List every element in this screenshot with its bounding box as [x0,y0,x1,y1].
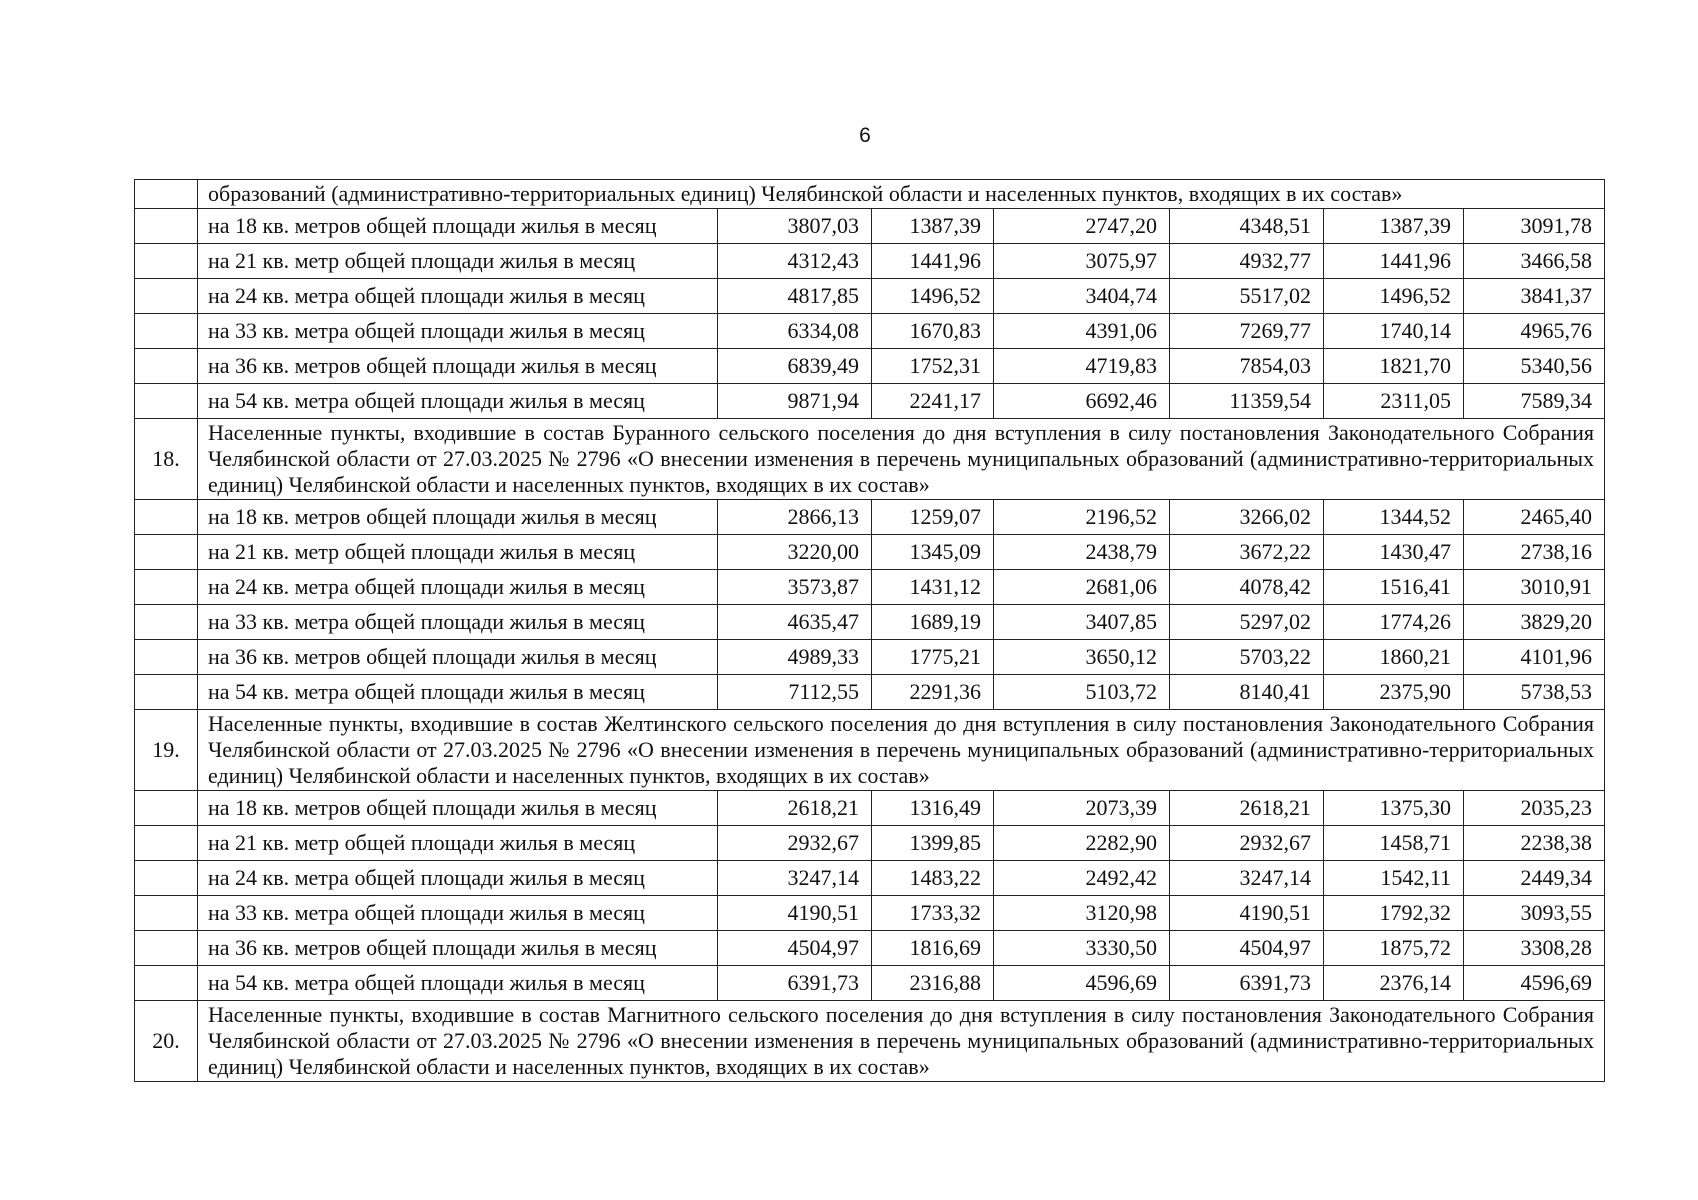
value-cell: 3573,87 [718,570,872,605]
value-cell: 1752,31 [872,349,994,384]
value-cell: 1516,41 [1324,570,1464,605]
value-cell: 1496,52 [872,279,994,314]
value-cell: 1875,72 [1324,931,1464,966]
value-cell: 4078,42 [1170,570,1324,605]
table-row [135,209,1605,244]
value-cell: 1821,70 [1324,349,1464,384]
value-cell: 4635,47 [718,605,872,640]
section-header-row [135,419,1605,500]
value-cell: 4101,96 [1464,640,1605,675]
value-cell: 6391,73 [718,966,872,1001]
value-cell: 3330,50 [994,931,1170,966]
value-cell: 4190,51 [1170,896,1324,931]
value-cell: 3075,97 [994,244,1170,279]
value-cell: 4719,83 [994,349,1170,384]
row-label: на 24 кв. метра общей площади жилья в месяц [198,570,718,605]
value-cell: 6692,46 [994,384,1170,419]
value-cell: 4965,76 [1464,314,1605,349]
value-cell: 2932,67 [1170,826,1324,861]
table-row [135,244,1605,279]
value-cell: 1740,14 [1324,314,1464,349]
value-cell: 1431,12 [872,570,994,605]
value-cell: 7112,55 [718,675,872,710]
value-cell: 5340,56 [1464,349,1605,384]
value-cell: 2238,38 [1464,826,1605,861]
value-cell: 4348,51 [1170,209,1324,244]
value-cell: 2465,40 [1464,500,1605,535]
value-cell: 3093,55 [1464,896,1605,931]
value-cell: 3120,98 [994,896,1170,931]
value-cell: 4504,97 [718,931,872,966]
value-cell: 5103,72 [994,675,1170,710]
value-cell: 3220,00 [718,535,872,570]
row-number-cell [135,500,198,535]
value-cell: 1733,32 [872,896,994,931]
table-row [135,896,1605,931]
section-title: Населенные пункты, входившие в состав Желтинского сельского поселения до дня вступления в силу постановления Законодательного Собрания Челябинской области от 27.03.2025 № 2796 «О внесении изменения в перечень муниципальных образований (административно-территориальных единиц) Челябинской области и населенных пунктов, входящих в их состав» [198,710,1605,791]
value-cell: 3247,14 [718,861,872,896]
value-cell: 1344,52 [1324,500,1464,535]
value-cell: 1387,39 [872,209,994,244]
table-row [135,384,1605,419]
table-row [135,675,1605,710]
value-cell: 2311,05 [1324,384,1464,419]
value-cell: 7854,03 [1170,349,1324,384]
row-number-cell [135,826,198,861]
section-header-row [135,1001,1605,1082]
value-cell: 11359,54 [1170,384,1324,419]
row-number-cell [135,384,198,419]
section-number [135,180,198,209]
row-label: на 33 кв. метра общей площади жилья в месяц [198,314,718,349]
value-cell: 1399,85 [872,826,994,861]
value-cell: 2316,88 [872,966,994,1001]
value-cell: 2375,90 [1324,675,1464,710]
section-title: Населенные пункты, входившие в состав Магнитного сельского поселения до дня вступления в силу постановления Законодательного Собрания Челябинской области от 27.03.2025 № 2796 «О внесении изменения в перечень муниципальных образований (административно-территориальных единиц) Челябинской области и населенных пунктов, входящих в их состав» [198,1001,1605,1082]
value-cell: 1387,39 [1324,209,1464,244]
value-cell: 2073,39 [994,791,1170,826]
value-cell: 6839,49 [718,349,872,384]
value-cell: 3308,28 [1464,931,1605,966]
row-label: на 18 кв. метров общей площади жилья в месяц [198,209,718,244]
table-row [135,500,1605,535]
table-row [135,535,1605,570]
value-cell: 2196,52 [994,500,1170,535]
value-cell: 1774,26 [1324,605,1464,640]
row-number-cell [135,640,198,675]
section-number: 20. [135,1001,198,1082]
value-cell: 4817,85 [718,279,872,314]
value-cell: 1689,19 [872,605,994,640]
section-number: 18. [135,419,198,500]
section-title: Населенные пункты, входившие в состав Буранного сельского поселения до дня вступления в силу постановления Законодательного Собрания Челябинской области от 27.03.2025 № 2796 «О внесении изменения в перечень муниципальных образований (административно-территориальных единиц) Челябинской области и населенных пунктов, входящих в их состав» [198,419,1605,500]
row-number-cell [135,791,198,826]
row-label: на 21 кв. метр общей площади жилья в месяц [198,826,718,861]
value-cell: 2618,21 [718,791,872,826]
value-cell: 3010,91 [1464,570,1605,605]
value-cell: 3650,12 [994,640,1170,675]
value-cell: 3091,78 [1464,209,1605,244]
value-cell: 4596,69 [994,966,1170,1001]
value-cell: 5517,02 [1170,279,1324,314]
value-cell: 5703,22 [1170,640,1324,675]
value-cell: 1441,96 [1324,244,1464,279]
row-number-cell [135,279,198,314]
value-cell: 2747,20 [994,209,1170,244]
table-row [135,931,1605,966]
table-row [135,570,1605,605]
value-cell: 3266,02 [1170,500,1324,535]
row-label: на 18 кв. метров общей площади жилья в месяц [198,500,718,535]
value-cell: 9871,94 [718,384,872,419]
value-cell: 1496,52 [1324,279,1464,314]
value-cell: 4989,33 [718,640,872,675]
row-label: на 21 кв. метр общей площади жилья в месяц [198,244,718,279]
row-label: на 36 кв. метров общей площади жилья в месяц [198,349,718,384]
value-cell: 2438,79 [994,535,1170,570]
row-number-cell [135,244,198,279]
row-label: на 24 кв. метра общей площади жилья в месяц [198,279,718,314]
value-cell: 6391,73 [1170,966,1324,1001]
table-row [135,605,1605,640]
value-cell: 2618,21 [1170,791,1324,826]
value-cell: 3407,85 [994,605,1170,640]
value-cell: 1259,07 [872,500,994,535]
row-number-cell [135,966,198,1001]
row-number-cell [135,896,198,931]
table-row [135,791,1605,826]
value-cell: 1430,47 [1324,535,1464,570]
row-label: на 36 кв. метров общей площади жилья в месяц [198,931,718,966]
value-cell: 7269,77 [1170,314,1324,349]
value-cell: 1316,49 [872,791,994,826]
table-row [135,826,1605,861]
value-cell: 1441,96 [872,244,994,279]
table-row [135,861,1605,896]
row-number-cell [135,861,198,896]
row-number-cell [135,570,198,605]
value-cell: 4504,97 [1170,931,1324,966]
value-cell: 1483,22 [872,861,994,896]
value-cell: 6334,08 [718,314,872,349]
table-row [135,279,1605,314]
row-number-cell [135,931,198,966]
value-cell: 3466,58 [1464,244,1605,279]
row-label: на 33 кв. метра общей площади жилья в месяц [198,896,718,931]
value-cell: 4391,06 [994,314,1170,349]
value-cell: 2282,90 [994,826,1170,861]
value-cell: 1860,21 [1324,640,1464,675]
section-title: образований (административно-территориальных единиц) Челябинской области и населенных пунктов, входящих в их состав» [198,180,1605,209]
value-cell: 4190,51 [718,896,872,931]
row-label: на 24 кв. метра общей площади жилья в месяц [198,861,718,896]
value-cell: 2738,16 [1464,535,1605,570]
row-label: на 54 кв. метра общей площади жилья в месяц [198,966,718,1001]
value-cell: 3672,22 [1170,535,1324,570]
value-cell: 2376,14 [1324,966,1464,1001]
value-cell: 2241,17 [872,384,994,419]
value-cell: 3807,03 [718,209,872,244]
value-cell: 1542,11 [1324,861,1464,896]
row-label: на 54 кв. метра общей площади жилья в месяц [198,675,718,710]
value-cell: 2681,06 [994,570,1170,605]
table-row [135,966,1605,1001]
page-number: 6 [859,124,871,147]
table-row [135,349,1605,384]
row-number-cell [135,605,198,640]
value-cell: 2492,42 [994,861,1170,896]
value-cell: 5738,53 [1464,675,1605,710]
value-cell: 3247,14 [1170,861,1324,896]
tariff-table [134,179,1605,1082]
value-cell: 4312,43 [718,244,872,279]
table-row [135,640,1605,675]
value-cell: 2291,36 [872,675,994,710]
value-cell: 4932,77 [1170,244,1324,279]
row-label: на 33 кв. метра общей площади жилья в месяц [198,605,718,640]
value-cell: 4596,69 [1464,966,1605,1001]
row-number-cell [135,314,198,349]
value-cell: 3841,37 [1464,279,1605,314]
value-cell: 3829,20 [1464,605,1605,640]
value-cell: 2449,34 [1464,861,1605,896]
table-row [135,314,1605,349]
value-cell: 7589,34 [1464,384,1605,419]
row-number-cell [135,675,198,710]
value-cell: 1345,09 [872,535,994,570]
value-cell: 1775,21 [872,640,994,675]
value-cell: 2932,67 [718,826,872,861]
section-header-row [135,180,1605,209]
value-cell: 2035,23 [1464,791,1605,826]
row-label: на 21 кв. метр общей площади жилья в месяц [198,535,718,570]
value-cell: 2866,13 [718,500,872,535]
value-cell: 3404,74 [994,279,1170,314]
section-header-row [135,710,1605,791]
tariff-table-body [135,180,1605,1082]
row-label: на 54 кв. метра общей площади жилья в месяц [198,384,718,419]
value-cell: 1816,69 [872,931,994,966]
row-number-cell [135,209,198,244]
section-number: 19. [135,710,198,791]
row-label: на 36 кв. метров общей площади жилья в месяц [198,640,718,675]
row-number-cell [135,349,198,384]
value-cell: 8140,41 [1170,675,1324,710]
value-cell: 1458,71 [1324,826,1464,861]
row-number-cell [135,535,198,570]
value-cell: 1375,30 [1324,791,1464,826]
value-cell: 1792,32 [1324,896,1464,931]
value-cell: 5297,02 [1170,605,1324,640]
value-cell: 1670,83 [872,314,994,349]
row-label: на 18 кв. метров общей площади жилья в месяц [198,791,718,826]
